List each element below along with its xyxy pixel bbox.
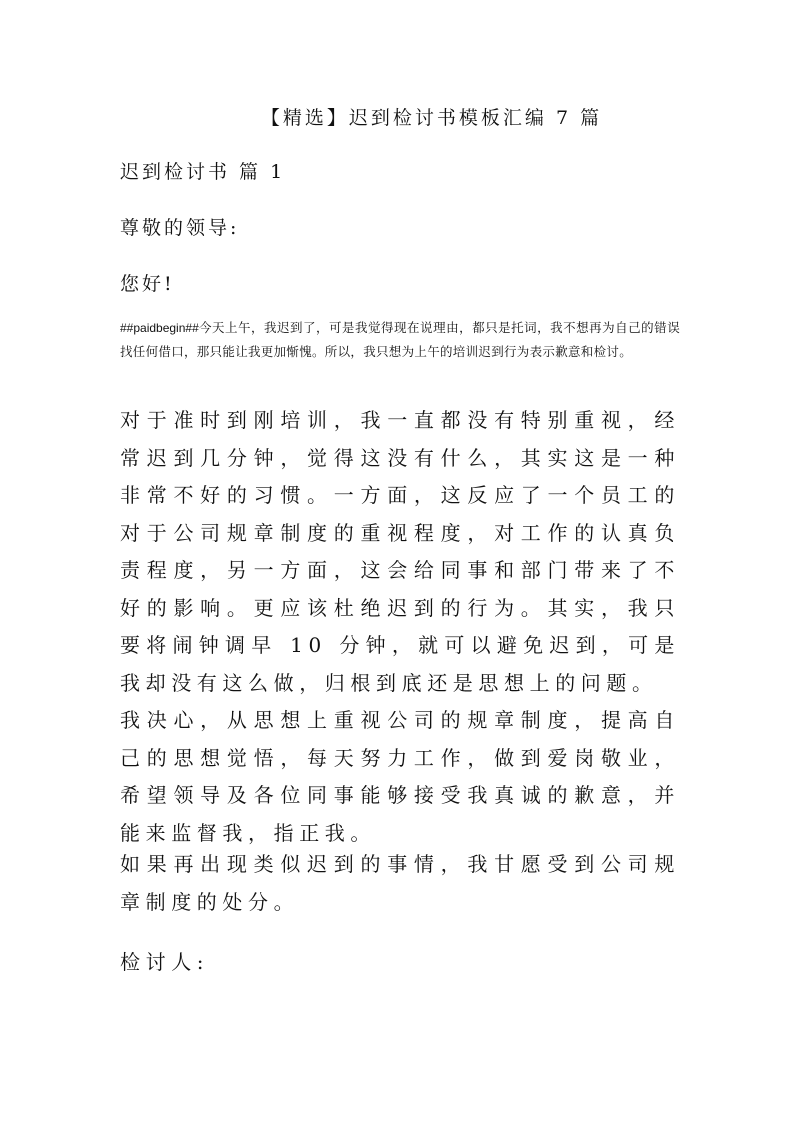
- intro-text: 今天上午，我迟到了，可是我觉得现在说理由，都只是托词，我不想再为自己的错误找任何借口，那只能让我更加惭愧。所以，我只想为上午的培训迟到行为表示歉意和检讨。: [120, 320, 680, 359]
- salutation: 尊敬的领导:: [120, 217, 240, 239]
- paid-begin-marker: ##paidbegin##: [120, 321, 199, 335]
- intro-paragraph: [120, 316, 680, 363]
- body-paragraph-1: 对于准时到刚培训，我一直都没有特别重视，经常迟到几分钟，觉得这没有什么，其实这是一种非常不好的习惯。一方面，这反应了一个员工的对于公司规章制度的重视程度，对工作的认真负责程度，另一方面，这会给同事和部门带来了不好的影响。更应该杜绝迟到的行为。其实，我只要将闹钟调早 10 分钟，就可以避免迟到，可是我却没有这么做，归根到底还是思想上的问题。: [120, 408, 680, 695]
- body-paragraph-2: 我决心，从思想上重视公司的规章制度，提高自己的思想觉悟，每天努力工作，做到爱岗敬业，希望领导及各位同事能够接受我真诚的歉意，并能来监督我，指正我。: [120, 708, 680, 845]
- section-heading: 迟到检讨书 篇 1: [120, 161, 286, 183]
- greeting: 您好!: [120, 273, 175, 295]
- document-title: 【精选】迟到检讨书模板汇编 7 篇: [260, 107, 603, 129]
- body-paragraph-3: 如果再出现类似迟到的事情，我甘愿受到公司规章制度的处分。: [120, 852, 680, 914]
- signature-label: 检讨人:: [120, 950, 210, 974]
